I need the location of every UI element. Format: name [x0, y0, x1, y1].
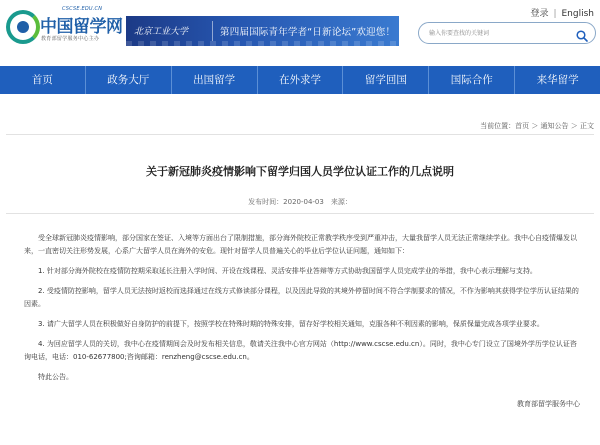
- nav-item-study-abroad[interactable]: 出国留学: [172, 66, 258, 94]
- breadcrumb[interactable]: 当前位置：首页 ＞ 通知公告 ＞ 正文: [480, 122, 594, 130]
- logo-url: CSCSE.EDU.CN: [62, 6, 103, 12]
- nav-item-studying-overseas[interactable]: 在外求学: [258, 66, 344, 94]
- nav-item-international-cooperation[interactable]: 国际合作: [429, 66, 515, 94]
- banner-text: 第四届国际青年学者“日新论坛”欢迎您！: [220, 27, 396, 38]
- nav-item-home[interactable]: 首页: [0, 66, 86, 94]
- english-link[interactable]: English: [561, 9, 594, 19]
- top-links: [530, 6, 594, 19]
- logo-emblem-icon: [6, 10, 40, 44]
- logo-title: 中国留学网: [40, 17, 123, 37]
- article-signature: 教育部留学服务中心: [517, 400, 580, 408]
- main-nav: [0, 66, 600, 94]
- article-title: 关于新冠肺炎疫情影响下留学归国人员学位认证工作的几点说明: [146, 165, 454, 178]
- login-link[interactable]: 登录: [530, 9, 549, 19]
- article-paragraph: 特此公告。: [38, 373, 73, 381]
- nav-item-government-hall[interactable]: 政务大厅: [86, 66, 172, 94]
- logo-subtitle: 教育部留学服务中心主办: [41, 36, 100, 42]
- search-icon[interactable]: [576, 27, 588, 39]
- nav-item-study-in-china[interactable]: 来华留学: [536, 74, 579, 86]
- nav-item-return[interactable]: 留学回国: [343, 66, 429, 94]
- search-input[interactable]: [429, 26, 569, 40]
- article-paragraph: 2. 受疫情防控影响，留学人员无法按时返校而选择通过在线方式修读部分课程，以及因此导致的其境外停留时间不符合学制要求的情况，不作为影响其获得学位学历认证结果的因素。: [24, 287, 579, 308]
- banner-divider: [212, 21, 213, 41]
- article-paragraph: 4. 为回应留学人员的关切，我中心在疫情期间会及时发布相关信息，敬请关注我中心官方网站（http://www.cscse.edu.cn）。同时，我中心专门设立了国境外学历学位认证咨询电话，电话：010-62677800;咨询邮箱：renzheng@cscse.edu.cn。: [24, 340, 577, 361]
- article-body: [24, 232, 580, 418]
- breadcrumb-divider: [6, 134, 594, 135]
- search-box: [418, 22, 596, 44]
- article-paragraph: 1. 针对部分海外院校在疫情防控期采取延长注册入学时间、开设在线课程、灵活安排毕业答辩等方式协助我国留学人员完成学业的举措，我中心表示理解与支持。: [38, 267, 537, 275]
- banner-ad[interactable]: [126, 16, 399, 46]
- article-paragraph: 3. 请广大留学人员在积极做好自身防护的前提下，按照学校在特殊时期的特殊安排，留存好学校相关通知，克服各种不利因素的影响，保质保量完成各项学业要求。: [38, 320, 544, 328]
- site-logo[interactable]: [6, 6, 121, 58]
- banner-logo: 北京工业大学: [134, 27, 189, 37]
- article-paragraph: 受全球新冠肺炎疫情影响，部分国家在签证、入境等方面出台了限制措施，部分海外院校正常教学秩序受到严重冲击，大量我留学人员无法正常继续学业。我中心自疫情爆发以来，一直密切关注形势发展，心系广大留学人员在海外的安危。现针对留学人员普遍关心的毕业后学位认证问题，通知如下：: [24, 234, 577, 255]
- article-meta: 发布时间：2020-04-03 来源：: [248, 198, 352, 206]
- meta-divider: [6, 213, 594, 214]
- banner-decoration: [126, 41, 399, 46]
- site-header: [0, 0, 600, 66]
- divider: |: [553, 9, 557, 19]
